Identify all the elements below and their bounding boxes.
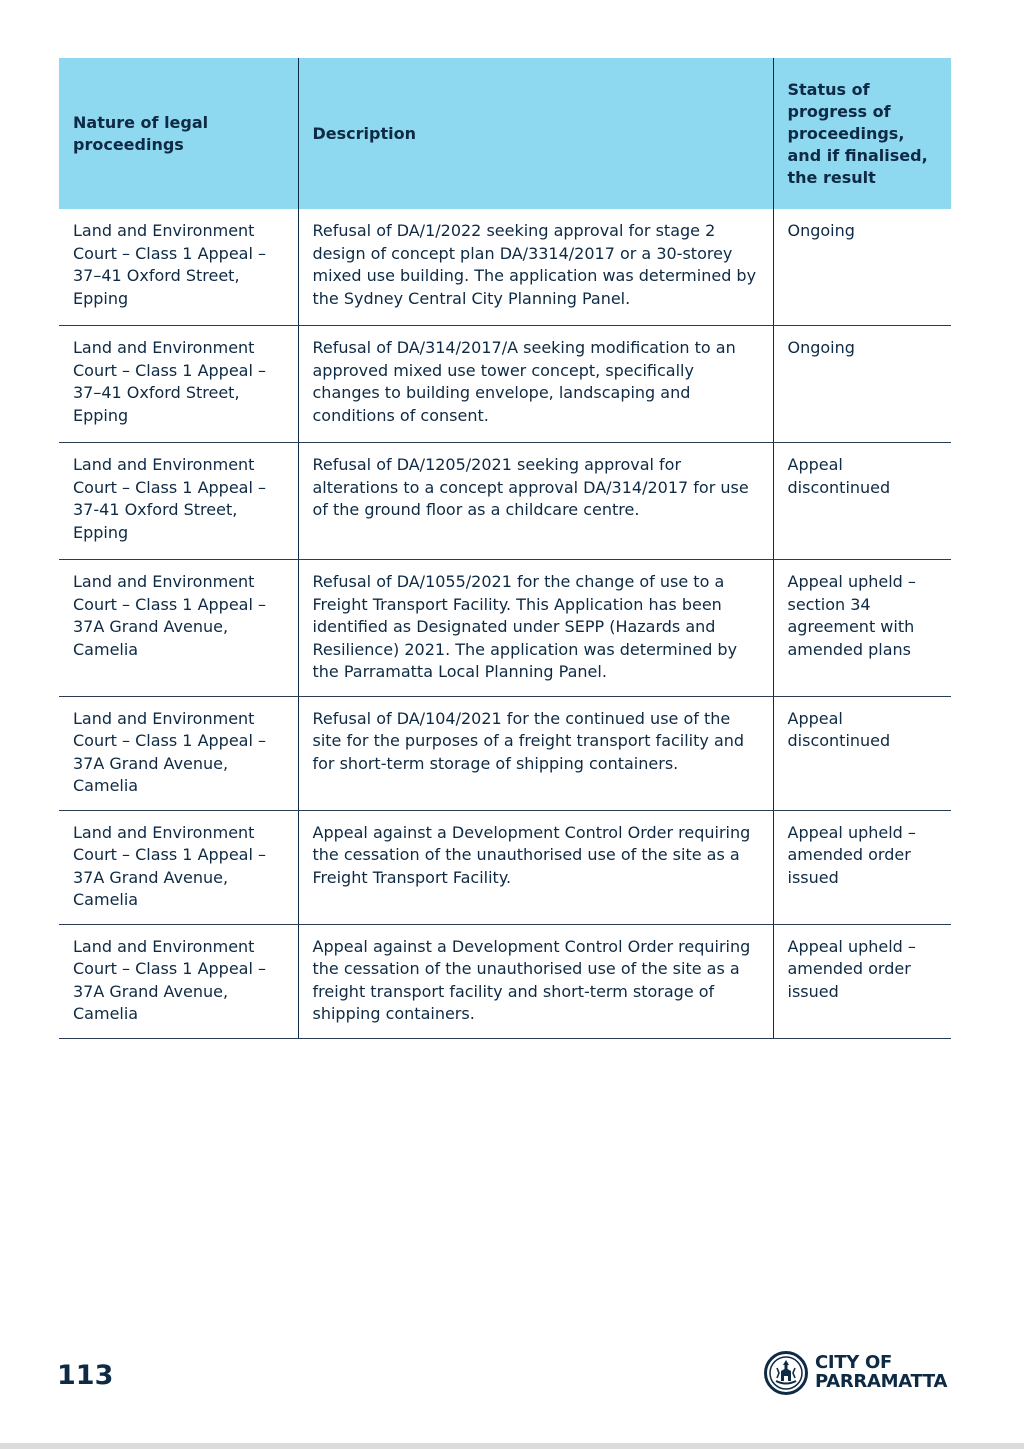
logo-wordmark xyxy=(815,1353,947,1391)
page-bottom-border xyxy=(0,1443,1024,1449)
cell-status: Appeal upheld – amended order issued xyxy=(773,924,951,1038)
cell-description: Refusal of DA/314/2017/A seeking modification to an approved mixed use tower concept, specifically changes to building envelope, landscaping and conditions of consent. xyxy=(298,326,773,443)
cell-description: Appeal against a Development Control Order requiring the cessation of the unauthorised use of the site as a freight transport facility and short-term storage of shipping containers. xyxy=(298,924,773,1038)
table-header-row xyxy=(59,58,951,209)
logo-line-1: CITY OF xyxy=(815,1352,892,1373)
cell-status: Ongoing xyxy=(773,209,951,326)
cell-status: Ongoing xyxy=(773,326,951,443)
cell-nature: Land and Environment Court – Class 1 Appeal – 37-41 Oxford Street, Epping xyxy=(59,443,298,560)
table-row xyxy=(59,810,951,924)
cell-status: Appeal upheld – amended order issued xyxy=(773,810,951,924)
header-status: Status of progress of proceedings, and if finalised, the result xyxy=(773,58,951,209)
header-nature: Nature of legal proceedings xyxy=(59,58,298,209)
cell-description: Refusal of DA/1055/2021 for the change of use to a Freight Transport Facility. This Application has been identified as Designated under SEPP (Hazards and Resilience) 2021. The application was determined by the Parramatta Local Planning Panel. xyxy=(298,560,773,697)
cell-nature: Land and Environment Court – Class 1 Appeal – 37A Grand Avenue, Camelia xyxy=(59,560,298,697)
cell-nature: Land and Environment Court – Class 1 Appeal – 37–41 Oxford Street, Epping xyxy=(59,209,298,326)
logo-line-2: PARRAMATTA xyxy=(815,1371,948,1392)
cell-nature: Land and Environment Court – Class 1 Appeal – 37A Grand Avenue, Camelia xyxy=(59,810,298,924)
table-row xyxy=(59,924,951,1038)
city-of-parramatta-emblem-icon xyxy=(764,1351,808,1395)
cell-status: Appeal discontinued xyxy=(773,443,951,560)
cell-description: Refusal of DA/104/2021 for the continued use of the site for the purposes of a freight transport facility and for short-term storage of shipping containers. xyxy=(298,696,773,810)
legal-proceedings-table xyxy=(59,58,951,1039)
cell-description: Appeal against a Development Control Order requiring the cessation of the unauthorised use of the site as a Freight Transport Facility. xyxy=(298,810,773,924)
page-number: 113 xyxy=(57,1360,114,1391)
table-row xyxy=(59,326,951,443)
table-row xyxy=(59,560,951,697)
cell-description: Refusal of DA/1205/2021 seeking approval for alterations to a concept approval DA/314/2017 for use of the ground floor as a childcare centre. xyxy=(298,443,773,560)
city-of-parramatta-logo xyxy=(764,1351,954,1397)
table-row xyxy=(59,443,951,560)
table-row xyxy=(59,696,951,810)
header-description: Description xyxy=(298,58,773,209)
cell-nature: Land and Environment Court – Class 1 Appeal – 37–41 Oxford Street, Epping xyxy=(59,326,298,443)
cell-status: Appeal discontinued xyxy=(773,696,951,810)
cell-description: Refusal of DA/1/2022 seeking approval for stage 2 design of concept plan DA/3314/2017 or a 30-storey mixed use building. The application was determined by the Sydney Central City Planning Panel. xyxy=(298,209,773,326)
cell-status: Appeal upheld – section 34 agreement with amended plans xyxy=(773,560,951,697)
table-row xyxy=(59,209,951,326)
cell-nature: Land and Environment Court – Class 1 Appeal – 37A Grand Avenue, Camelia xyxy=(59,924,298,1038)
cell-nature: Land and Environment Court – Class 1 Appeal – 37A Grand Avenue, Camelia xyxy=(59,696,298,810)
